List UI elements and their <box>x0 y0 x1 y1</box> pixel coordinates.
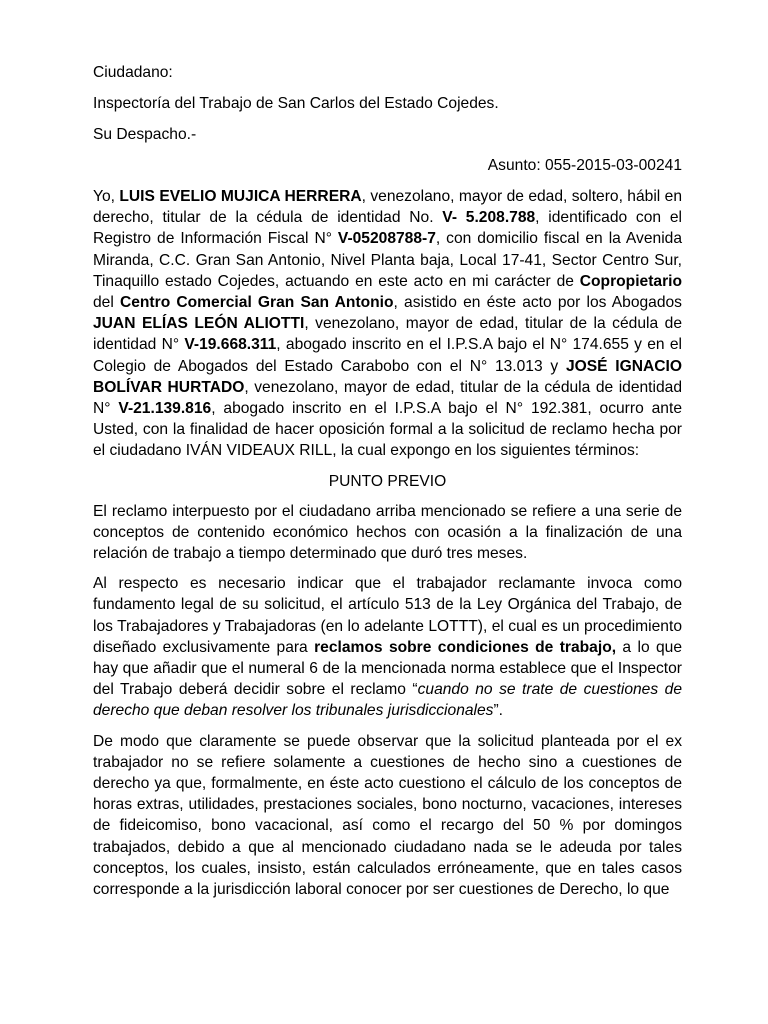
bold-claims: reclamos sobre condiciones de trabajo, <box>314 638 617 656</box>
closing-line: Su Despacho.- <box>93 126 197 143</box>
intro-text: , identificado con el Registro de Información Fiscal N° <box>93 209 682 248</box>
bold-rif: V-05208788-7 <box>337 230 436 248</box>
intro-text: , venezolano, mayor de edad, soltero, hábil en derecho, titular de la cédula de identidad No. <box>93 188 682 227</box>
subject-line: Asunto: 055-2015-03-00241 <box>487 157 682 174</box>
document-page <box>93 62 683 899</box>
intro-text: , abogado inscrito en el I.P.S.A bajo el N° 174.655 y en el Colegio de Abogados del Estado Carabobo con el N° 13.013 y <box>93 336 682 375</box>
bold-company: Centro Comercial Gran San Antonio <box>119 294 394 312</box>
intro-text: Yo, <box>93 188 120 205</box>
bold-lawyer-1: JUAN ELÍAS LEÓN ALIOTTI <box>93 315 305 333</box>
para2-text: Al respecto es necesario indicar que el trabajador reclamante invoca como fundamento legal de su solicitud, el artículo 513 de la Ley Orgánica del Trabajo, de los Trabajadores y Trabajadoras (en lo adelante LOTTT), el cual es un procedimiento diseñado exclusivamente para <box>93 575 682 656</box>
italic-quote: cuando no se trate de cuestiones de derecho que deban resolver los tribunales jurisdiccionales <box>93 681 682 720</box>
para2-text: ”. <box>493 702 504 720</box>
salutation: Ciudadano: <box>93 64 173 81</box>
paragraph-3: De modo que claramente se puede observar que la solicitud planteada por el ex trabajador no se refiere solamente a cuestiones de hecho sino a cuestiones de derecho ya que, formalmente, en éste acto cuestiono el cálculo de los conceptos de horas extras, utilidades, prestaciones sociales, bono nocturno, vacaciones, intereses de fideicomiso, bono vacacional, así como el recargo del 50 % por domingos trabajados, debido a que al mencionado ciudadano nada se le adeuda por tales conceptos, los cuales, insisto, están calculados erróneamente, que en tales casos corresponde a la jurisdicción laboral conocer por ser cuestiones de Derecho, lo que <box>93 732 682 899</box>
bold-lawyer-2-id: V-21.139.816 <box>118 400 212 418</box>
paragraph-2 <box>93 573 682 721</box>
bold-id: V- 5.208.788 <box>442 209 536 227</box>
paragraph-1: El reclamo interpuesto por el ciudadano arriba mencionado se refiere a una serie de conceptos de contenido económico hechos con ocasión a la finalización de una relación de trabajo a tiempo determinado que duró tres meses. <box>93 502 682 563</box>
bold-role: Copropietario <box>579 272 682 290</box>
intro-text: , venezolano, mayor de edad, titular de la cédula de identidad N° <box>93 378 683 418</box>
bold-lawyer-2: JOSÉ IGNACIO BOLÍVAR HURTADO <box>93 357 682 396</box>
bold-lawyer-1-id: V-19.668.311 <box>184 336 277 354</box>
intro-text: , venezolano, mayor de edad, titular de la cédula de identidad N° <box>93 315 683 354</box>
intro-text: del <box>93 294 120 312</box>
bold-name: LUIS EVELIO MUJICA HERRERA <box>119 188 362 205</box>
para2-text: a lo que hay que añadir que el numeral 6 de la mencionada norma establece que el Inspector del Trabajo deberá decidir sobre el reclamo “ <box>93 638 683 699</box>
intro-text: , asistido en éste acto por los Abogados <box>393 294 682 312</box>
section-title: PUNTO PREVIO <box>328 472 447 490</box>
intro-text: , con domicilio fiscal en la Avenida Miranda, C.C. Gran San Antonio, Nivel Planta baja, Local 17-41, Sector Centro Sur, Tinaquillo estado Cojedes, actuando en este acto en mi carácter de <box>93 230 682 290</box>
intro-text: , abogado inscrito en el I.P.S.A bajo el N° 192.381, ocurro ante Usted, con la finalidad de hacer oposición formal a la solicitud de reclamo hecha por el ciudadano IVÁN VIDEAUX RILL, la cual expongo en los siguientes términos: <box>93 400 682 460</box>
intro-paragraph <box>93 186 682 462</box>
addressee: Inspectoría del Trabajo de San Carlos del Estado Cojedes. <box>93 95 499 112</box>
